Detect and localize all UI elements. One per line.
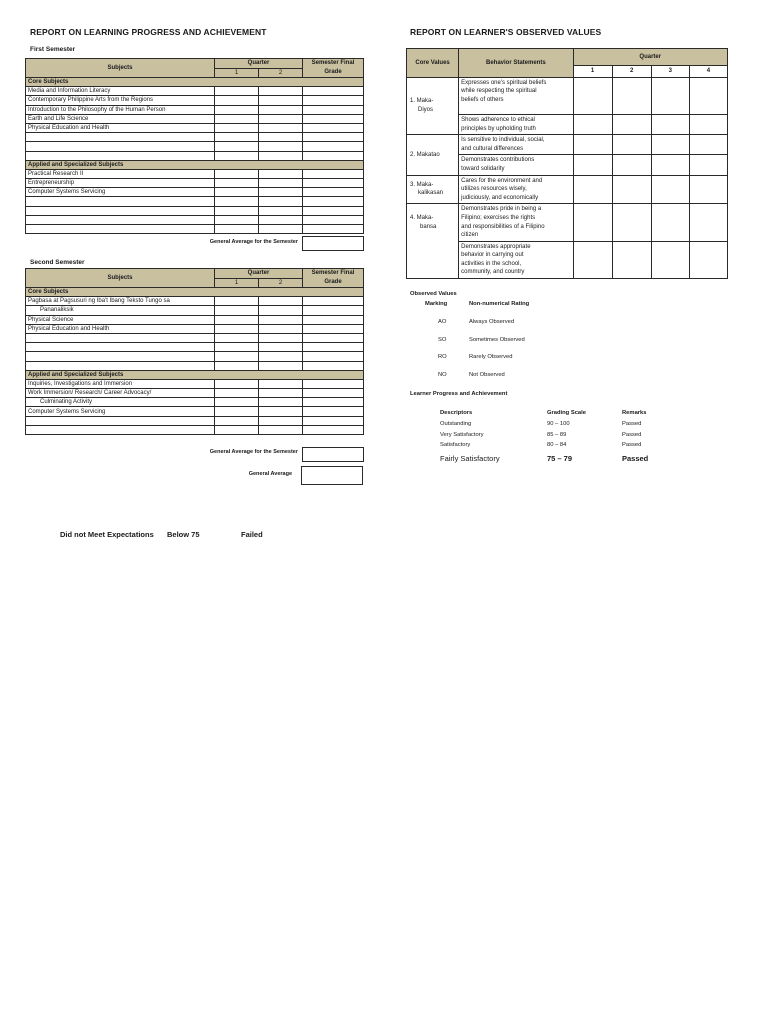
grade-cell[interactable] <box>259 179 303 188</box>
empty-subject <box>26 416 215 425</box>
grade-cell[interactable] <box>259 389 303 398</box>
grade-cell[interactable] <box>215 123 259 132</box>
final-grade-cell[interactable] <box>303 206 364 215</box>
core-value-cell: 1. Maka- Diyos <box>407 77 459 135</box>
behavior-statement: Cares for the environment and utilizes resources wisely, judiciously, and economically <box>459 175 573 204</box>
descriptor: Outstanding <box>440 421 472 427</box>
grade-cell[interactable] <box>259 407 303 416</box>
grading-scale: 85 – 89 <box>547 432 567 438</box>
grade-cell[interactable] <box>215 315 259 324</box>
did-not-meet-remarks: Failed <box>241 530 263 539</box>
empty-subject <box>26 343 215 352</box>
second-semester-general-average-label: General Average for the Semester <box>209 449 298 455</box>
final-grade-cell[interactable] <box>303 425 364 434</box>
empty-subject <box>26 151 215 160</box>
final-grade-cell[interactable] <box>303 114 364 123</box>
final-grade-header: Semester Final Grade <box>303 59 364 78</box>
grade-cell[interactable] <box>259 123 303 132</box>
table-row <box>26 206 364 215</box>
empty-subject <box>26 361 215 370</box>
subject-name: Inquiries, Investigations and Immersion <box>26 379 215 388</box>
grade-cell[interactable] <box>215 389 259 398</box>
second-semester-label: Second Semester <box>30 259 85 266</box>
table-row <box>26 407 364 416</box>
subject-name: Computer Systems Servicing <box>26 188 215 197</box>
grade-cell[interactable] <box>215 398 259 407</box>
grade-cell[interactable] <box>259 333 303 342</box>
table-row <box>26 142 364 151</box>
rating-cell[interactable] <box>573 204 612 241</box>
remarks: Passed <box>622 454 649 463</box>
table-row <box>407 204 728 241</box>
final-grade-cell[interactable] <box>303 315 364 324</box>
grade-cell[interactable] <box>215 425 259 434</box>
quarter-header: Quarter <box>215 59 303 69</box>
final-grade-cell[interactable] <box>303 151 364 160</box>
final-grade-cell[interactable] <box>303 333 364 342</box>
first-semester-table <box>25 58 364 234</box>
remarks-header: Remarks <box>622 410 647 416</box>
empty-subject <box>26 425 215 434</box>
rating-cell[interactable] <box>651 135 689 155</box>
subject-name: Practical Research II <box>26 169 215 178</box>
final-grade-cell[interactable] <box>303 416 364 425</box>
grading-scale: 80 – 84 <box>547 442 567 448</box>
grade-cell[interactable] <box>259 398 303 407</box>
grade-cell[interactable] <box>259 215 303 224</box>
applied-subjects-label: Applied and Specialized Subjects <box>26 370 364 379</box>
grade-cell[interactable] <box>215 169 259 178</box>
q1-header: 1 <box>573 66 612 78</box>
core-value-cell: 3. Maka- kalikasan <box>407 175 459 204</box>
subject-name: Media and Information Literacy <box>26 87 215 96</box>
subject-name: Entrepreneurship <box>26 179 215 188</box>
final-grade-cell[interactable] <box>303 324 364 333</box>
rating-cell[interactable] <box>689 77 727 114</box>
marking-header: Marking <box>425 301 448 307</box>
rating-cell[interactable] <box>612 114 651 134</box>
table-row <box>26 315 364 324</box>
q2-header: 2 <box>612 66 651 78</box>
core-values-header: Core Values <box>407 49 459 78</box>
rating-cell[interactable] <box>651 155 689 175</box>
final-grade-cell[interactable] <box>303 123 364 132</box>
final-grade-header: Semester Final Grade <box>303 269 364 288</box>
table-row <box>26 306 364 315</box>
grade-cell[interactable] <box>215 407 259 416</box>
grade-cell[interactable] <box>215 352 259 361</box>
table-row <box>26 123 364 132</box>
final-grade-cell[interactable] <box>303 306 364 315</box>
grade-cell[interactable] <box>259 361 303 370</box>
rating-cell[interactable] <box>612 135 651 155</box>
behavior-statements-header: Behavior Statements <box>459 49 573 78</box>
rating-cell[interactable] <box>612 175 651 204</box>
rating-cell[interactable] <box>651 114 689 134</box>
descriptor: Very Satisfactory <box>440 432 484 438</box>
subject-name: Physical Education and Health <box>26 123 215 132</box>
grade-cell[interactable] <box>259 105 303 114</box>
grade-cell[interactable] <box>259 87 303 96</box>
general-average-box[interactable] <box>301 466 363 485</box>
rating-cell[interactable] <box>651 241 689 278</box>
subject-name: Earth and Life Science <box>26 114 215 123</box>
rating-cell[interactable] <box>612 77 651 114</box>
rating-cell[interactable] <box>573 175 612 204</box>
grade-cell[interactable] <box>215 197 259 206</box>
q2-header: 2 <box>259 278 303 288</box>
observed-values-table <box>406 48 728 279</box>
final-grade-cell[interactable] <box>303 225 364 234</box>
table-row <box>26 169 364 178</box>
grade-cell[interactable] <box>259 206 303 215</box>
table-row <box>26 425 364 434</box>
first-semester-general-average-box[interactable] <box>302 236 364 251</box>
applied-subjects-label: Applied and Specialized Subjects <box>26 160 364 169</box>
subject-name: Pagbasa at Pagsusuri ng Iba't Ibang Teksto Tungo sa <box>26 297 215 306</box>
rating-cell[interactable] <box>689 175 727 204</box>
grade-cell[interactable] <box>259 225 303 234</box>
table-row <box>26 361 364 370</box>
grade-cell[interactable] <box>215 105 259 114</box>
table-row <box>26 114 364 123</box>
final-grade-cell[interactable] <box>303 379 364 388</box>
subject-name: Physical Education and Health <box>26 324 215 333</box>
grade-cell[interactable] <box>215 343 259 352</box>
grade-cell[interactable] <box>215 206 259 215</box>
final-grade-cell[interactable] <box>303 215 364 224</box>
rating-cell[interactable] <box>689 135 727 155</box>
second-semester-table <box>25 268 364 435</box>
rating-cell[interactable] <box>573 114 612 134</box>
final-grade-cell[interactable] <box>303 352 364 361</box>
grade-cell[interactable] <box>259 306 303 315</box>
subject-name: Computer Systems Servicing <box>26 407 215 416</box>
grade-cell[interactable] <box>215 87 259 96</box>
final-grade-cell[interactable] <box>303 197 364 206</box>
empty-subject <box>26 133 215 142</box>
empty-subject <box>26 142 215 151</box>
table-row <box>26 188 364 197</box>
table-row <box>26 343 364 352</box>
grade-cell[interactable] <box>259 197 303 206</box>
table-row <box>26 416 364 425</box>
table-row <box>26 297 364 306</box>
grade-cell[interactable] <box>259 297 303 306</box>
grade-cell[interactable] <box>215 151 259 160</box>
behavior-statement: Demonstrates pride in being a Filipino; exercises the rights and responsibilities of a Filipino citizen <box>459 204 573 241</box>
q1-header: 1 <box>215 278 259 288</box>
right-report-title: REPORT ON LEARNER'S OBSERVED VALUES <box>410 27 602 37</box>
behavior-statement: Shows adherence to ethical principles by upholding truth <box>459 114 573 134</box>
table-row <box>407 175 728 204</box>
subject-name: Culminating Activity <box>26 398 215 407</box>
behavior-statement: Demonstrates appropriate behavior in carrying out activities in the school, community, and country <box>459 241 573 278</box>
marking-code: RO <box>438 354 447 360</box>
grade-cell[interactable] <box>215 306 259 315</box>
grade-cell[interactable] <box>215 96 259 105</box>
grade-cell[interactable] <box>215 333 259 342</box>
final-grade-cell[interactable] <box>303 179 364 188</box>
final-grade-cell[interactable] <box>303 169 364 178</box>
empty-subject <box>26 333 215 342</box>
marking-rating: Not Observed <box>469 372 505 378</box>
grade-cell[interactable] <box>259 315 303 324</box>
marking-code: AO <box>438 319 447 325</box>
q4-header: 4 <box>689 66 727 78</box>
rating-cell[interactable] <box>573 77 612 114</box>
subject-name: Introduction to the Philosophy of the Human Person <box>26 105 215 114</box>
grade-cell[interactable] <box>259 379 303 388</box>
final-grade-cell[interactable] <box>303 96 364 105</box>
final-grade-cell[interactable] <box>303 398 364 407</box>
learner-progress-label: Learner Progress and Achievement <box>410 391 508 397</box>
table-row <box>26 197 364 206</box>
marking-rating: Rarely Observed <box>469 354 513 360</box>
subjects-header: Subjects <box>26 269 215 288</box>
descriptor: Fairly Satisfactory <box>440 454 500 463</box>
q3-header: 3 <box>651 66 689 78</box>
grade-cell[interactable] <box>215 142 259 151</box>
grade-cell[interactable] <box>215 416 259 425</box>
rating-cell[interactable] <box>689 204 727 241</box>
grading-scale: 90 – 100 <box>547 421 570 427</box>
table-row <box>26 398 364 407</box>
subject-name: Work Immersion/ Research/ Career Advocacy/ <box>26 389 215 398</box>
quarter-header: Quarter <box>573 49 728 66</box>
grade-cell[interactable] <box>215 297 259 306</box>
rating-cell[interactable] <box>651 204 689 241</box>
grade-cell[interactable] <box>259 188 303 197</box>
grade-cell[interactable] <box>215 324 259 333</box>
table-row <box>26 324 364 333</box>
rating-header: Non-numerical Rating <box>469 301 530 307</box>
q1-header: 1 <box>215 68 259 78</box>
empty-subject <box>26 352 215 361</box>
rating-cell[interactable] <box>612 204 651 241</box>
table-row <box>26 96 364 105</box>
final-grade-cell[interactable] <box>303 297 364 306</box>
core-subjects-label: Core Subjects <box>26 288 364 297</box>
empty-subject <box>26 215 215 224</box>
rating-cell[interactable] <box>612 241 651 278</box>
did-not-meet-scale: Below 75 <box>167 530 200 539</box>
final-grade-cell[interactable] <box>303 407 364 416</box>
empty-subject <box>26 225 215 234</box>
grade-cell[interactable] <box>215 188 259 197</box>
final-grade-cell[interactable] <box>303 361 364 370</box>
grade-cell[interactable] <box>215 361 259 370</box>
rating-cell[interactable] <box>651 175 689 204</box>
rating-cell[interactable] <box>573 155 612 175</box>
descriptors-header: Descriptors <box>440 410 473 416</box>
final-grade-cell[interactable] <box>303 105 364 114</box>
grading-scale: 75 – 79 <box>547 454 573 463</box>
grade-cell[interactable] <box>215 179 259 188</box>
remarks: Passed <box>622 421 642 427</box>
rating-cell[interactable] <box>573 241 612 278</box>
grade-cell[interactable] <box>259 324 303 333</box>
final-grade-cell[interactable] <box>303 343 364 352</box>
quarter-header: Quarter <box>215 269 303 279</box>
q2-header: 2 <box>259 68 303 78</box>
table-row <box>26 215 364 224</box>
final-grade-cell[interactable] <box>303 142 364 151</box>
grade-cell[interactable] <box>215 215 259 224</box>
final-grade-cell[interactable] <box>303 87 364 96</box>
grading-scale-header: Grading Scale <box>547 410 586 416</box>
grade-cell[interactable] <box>215 133 259 142</box>
table-row <box>26 389 364 398</box>
core-value-cell: 4. Maka- bansa <box>407 204 459 279</box>
behavior-statement: Demonstrates contributions toward solidarity <box>459 155 573 175</box>
subject-name: Pananaliksik <box>26 306 215 315</box>
observed-values-label: Observed Values <box>410 291 457 297</box>
grade-cell[interactable] <box>259 352 303 361</box>
final-grade-cell[interactable] <box>303 389 364 398</box>
grade-cell[interactable] <box>215 225 259 234</box>
grade-cell[interactable] <box>259 142 303 151</box>
subject-name: Contemporary Philippine Arts from the Regions <box>26 96 215 105</box>
grade-cell[interactable] <box>259 416 303 425</box>
core-subjects-label: Core Subjects <box>26 78 364 87</box>
marking-code: NO <box>438 372 447 378</box>
general-average-label: General Average <box>248 471 292 477</box>
empty-subject <box>26 197 215 206</box>
table-row <box>407 135 728 155</box>
core-value-cell: 2. Makatao <box>407 135 459 175</box>
grade-cell[interactable] <box>215 379 259 388</box>
left-report-title: REPORT ON LEARNING PROGRESS AND ACHIEVEMENT <box>30 27 267 37</box>
rating-cell[interactable] <box>573 135 612 155</box>
table-row <box>26 105 364 114</box>
remarks: Passed <box>622 432 642 438</box>
table-row <box>407 77 728 114</box>
empty-subject <box>26 206 215 215</box>
subjects-header: Subjects <box>26 59 215 78</box>
grade-cell[interactable] <box>259 96 303 105</box>
first-semester-label: First Semester <box>30 46 76 53</box>
grade-cell[interactable] <box>259 133 303 142</box>
table-row <box>26 225 364 234</box>
rating-cell[interactable] <box>651 77 689 114</box>
grade-cell[interactable] <box>259 169 303 178</box>
descriptor: Satisfactory <box>440 442 471 448</box>
rating-cell[interactable] <box>689 155 727 175</box>
rating-cell[interactable] <box>689 241 727 278</box>
final-grade-cell[interactable] <box>303 188 364 197</box>
behavior-statement: Expresses one's spiritual beliefs while respecting the spiritual beliefs of others <box>459 77 573 114</box>
grade-cell[interactable] <box>215 114 259 123</box>
marking-rating: Always Observed <box>469 319 515 325</box>
table-row <box>26 133 364 142</box>
second-semester-general-average-box[interactable] <box>302 447 364 462</box>
table-row <box>26 379 364 388</box>
rating-cell[interactable] <box>689 114 727 134</box>
remarks: Passed <box>622 442 642 448</box>
table-row <box>26 333 364 342</box>
marking-code: SO <box>438 337 447 343</box>
table-row <box>26 352 364 361</box>
grade-cell[interactable] <box>259 425 303 434</box>
marking-rating: Sometimes Observed <box>469 337 525 343</box>
subject-name: Physical Science <box>26 315 215 324</box>
final-grade-cell[interactable] <box>303 133 364 142</box>
rating-cell[interactable] <box>612 155 651 175</box>
grade-cell[interactable] <box>259 151 303 160</box>
did-not-meet-descriptor: Did not Meet Expectations <box>60 530 154 539</box>
table-row <box>26 151 364 160</box>
table-row <box>26 87 364 96</box>
grade-cell[interactable] <box>259 114 303 123</box>
table-row <box>26 179 364 188</box>
grade-cell[interactable] <box>259 343 303 352</box>
first-semester-general-average-label: General Average for the Semester <box>209 239 298 245</box>
behavior-statement: Is sensitive to individual, social, and cultural differences <box>459 135 573 155</box>
